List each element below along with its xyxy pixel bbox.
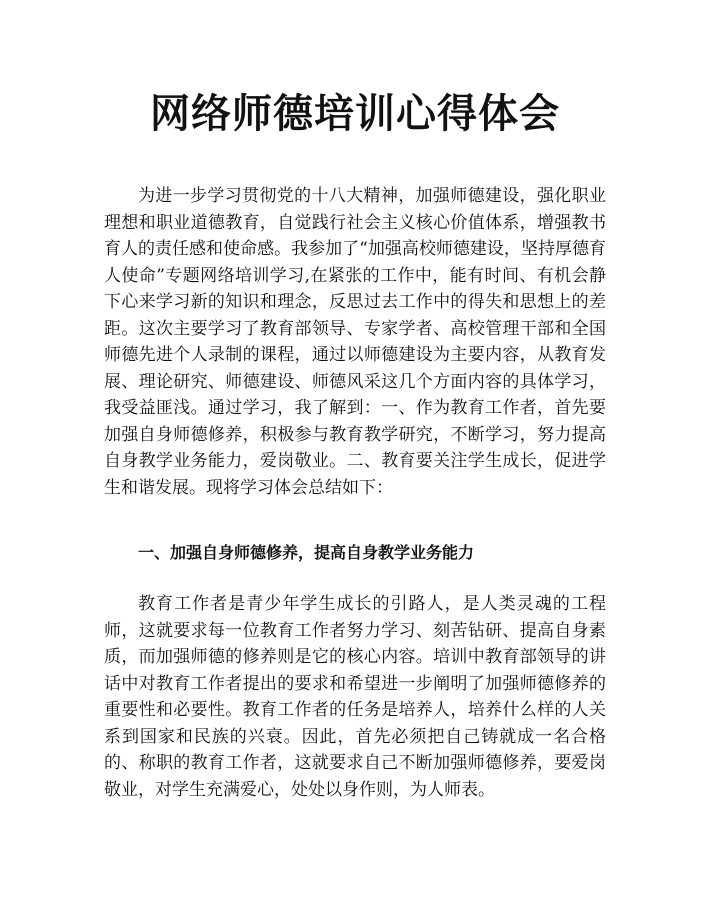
section-heading: 一、加强自身师德修养，提高自身教学业务能力 (138, 543, 475, 562)
intro-paragraph: 为进一步学习贯彻党的十八大精神，加强师德建设，强化职业理想和职业道德教育，自觉践行社会主义核心价值体系，增强教书育人的责任感和使命感。我参加了“加强高校师德建设，坚持厚德育人使命”专题网络培训学习,在紧张的工作中，能有时间、有机会静下心来学习新的知识和理念，反思过去工作中的得失和思想上的差距。这次主要学习了教育部领导、专家学者、高校管理干部和全国师德先进个人录制的课程，通过以师德建设为主要内容，从教育发展、理论研究、师德建设、师德风采这几个方面内容的具体学习，我受益匪浅。通过学习，我了解到：一、作为教育工作者，首先要加强自身师德修养，积极参与教育教学研究，不断学习，努力提高自身教学业务能力，爱岗敬业。二、教育要关注学生成长，促进学生和谐发展。现将学习体会总结如下： (104, 186, 606, 498)
section-paragraph: 教育工作者是青少年学生成长的引路人，是人类灵魂的工程师，这就要求每一位教育工作者努力学习、刻苦钻研、提高自身素质，而加强师德的修养则是它的核心内容。培训中教育部领导的讲话中对教育工作者提出的要求和希望进一步阐明了加强师德修养的重要性和必要性。教育工作者的任务是培养人，培养什么样的人关系到国家和民族的兴衰。因此，首先必须把自己铸就成一名合格的、称职的教育工作者，这就要求自己不断加强师德修养，要爱岗敬业，对学生充满爱心，处处以身作则，为人师表。 (104, 594, 606, 800)
document-title: 网络师德培训心得体会 (150, 91, 560, 137)
